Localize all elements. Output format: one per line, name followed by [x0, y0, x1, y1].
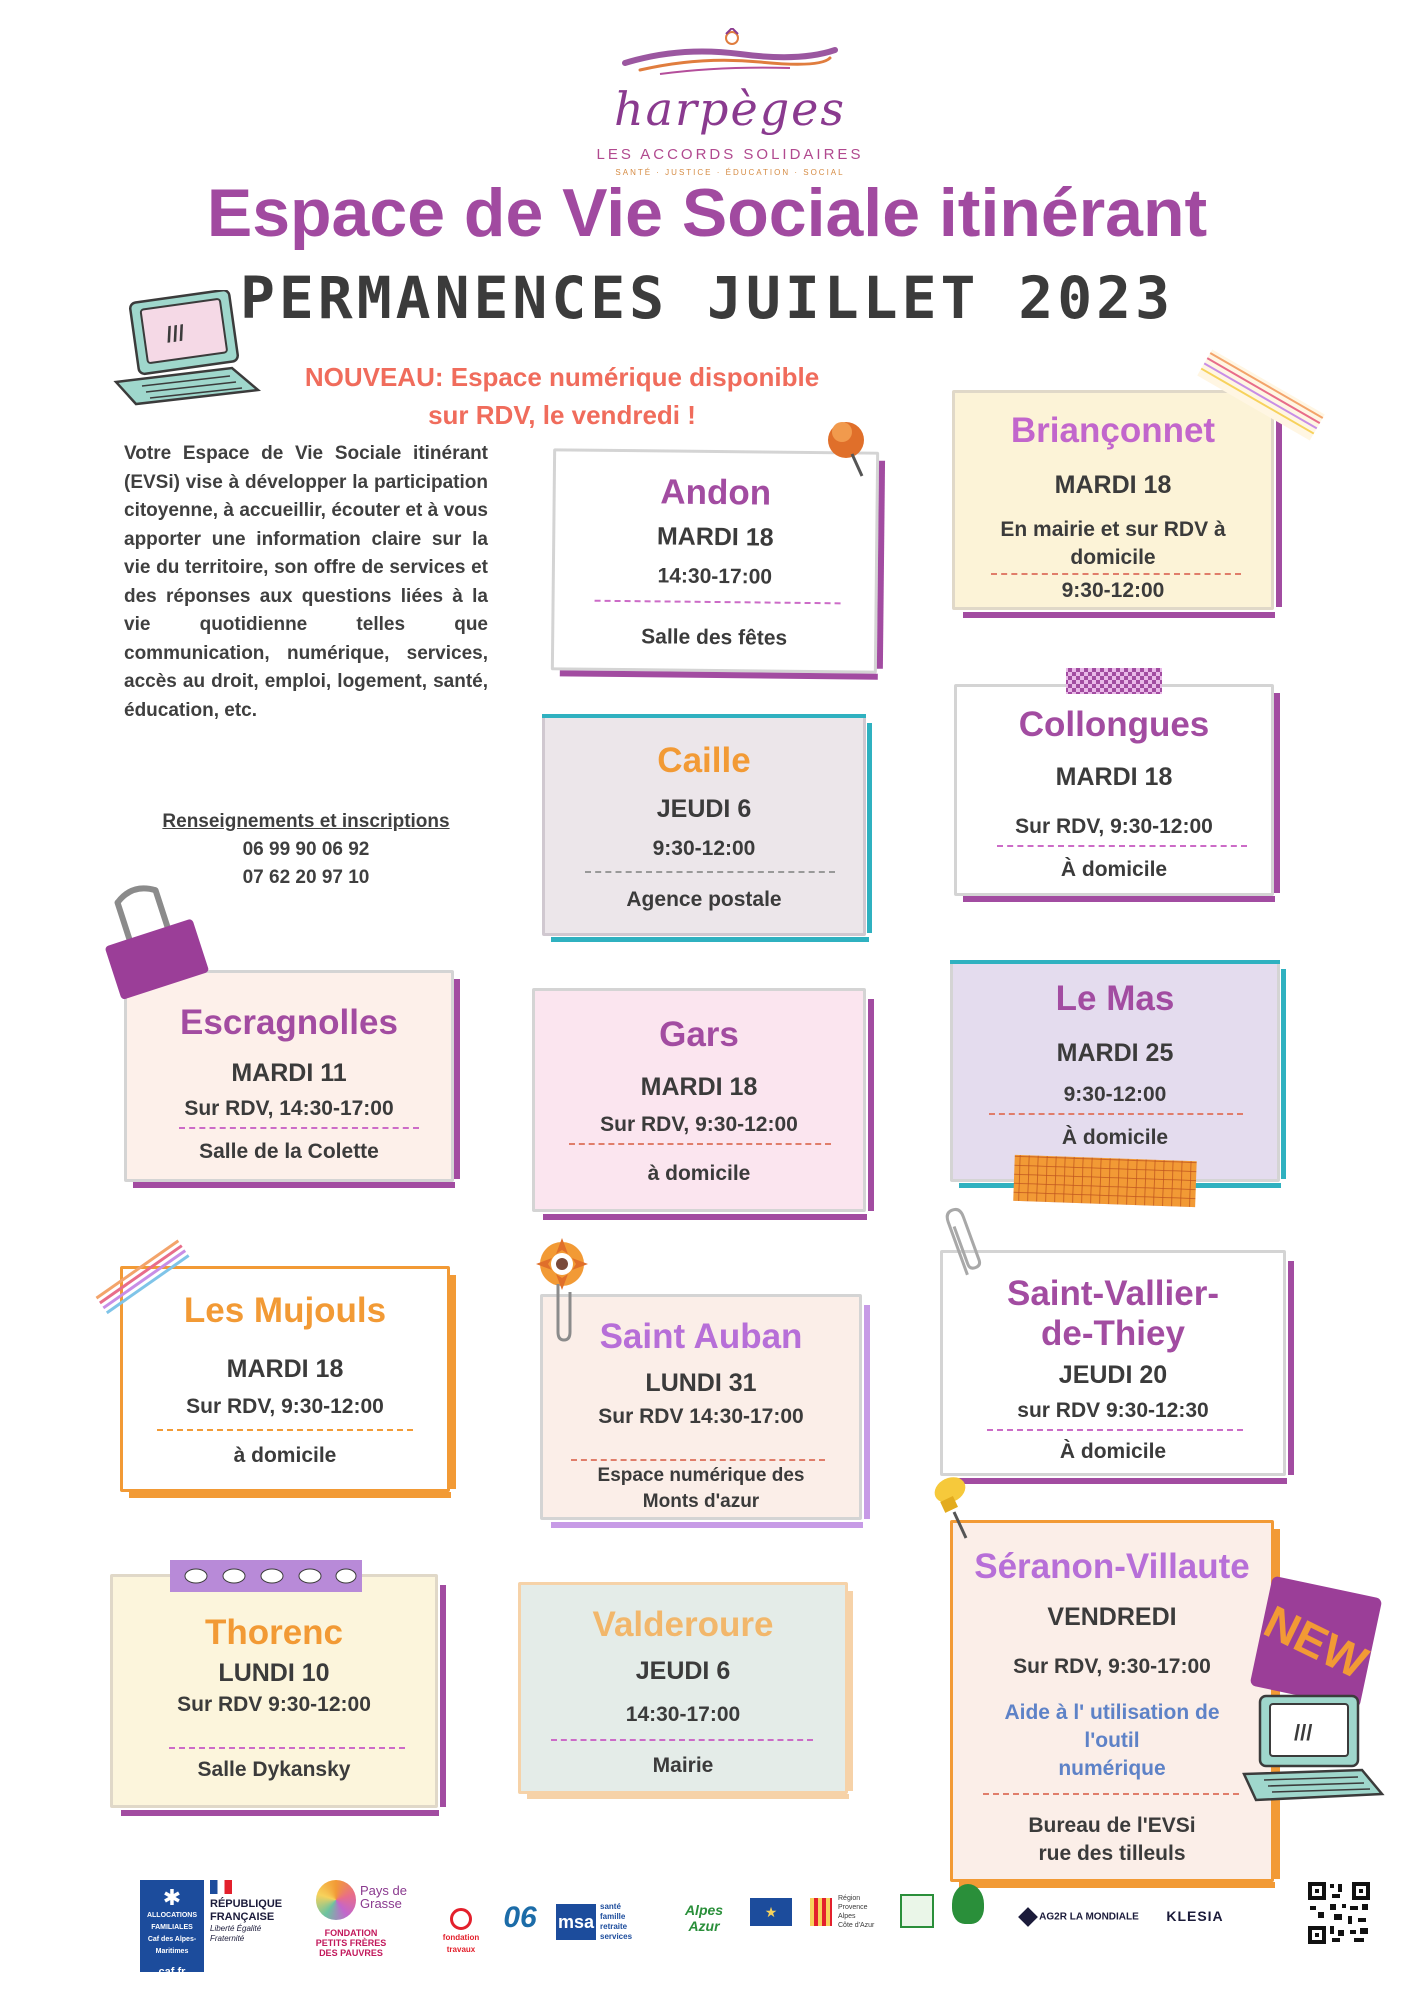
msa-line-1: santé — [600, 1902, 621, 1911]
logo-brush-icon — [620, 28, 840, 88]
nouveau-line-2: sur RDV, le vendredi ! — [428, 400, 696, 430]
fondation-ring-icon — [450, 1908, 472, 1930]
page-subtitle: PERMANENCES JUILLET 2023 — [239, 264, 1175, 332]
partners-footer — [130, 1880, 1370, 1980]
card-gars — [532, 988, 866, 1212]
partner-region — [810, 1894, 890, 1944]
card-saintvallier — [940, 1250, 1286, 1476]
paperclip-icon — [944, 1204, 984, 1280]
card-saintauban-place-1: Espace numérique des — [597, 1465, 805, 1486]
msa-labels — [600, 1902, 644, 1942]
checkered-tape-icon — [1064, 664, 1164, 698]
card-andon-place: Salle des fêtes — [641, 625, 788, 650]
region-line-1: Région — [838, 1895, 861, 1902]
republique-line-2: FRANÇAISE — [210, 1911, 275, 1923]
card-brianconnet-time: 9:30-12:00 — [1061, 579, 1165, 602]
parc-naturel-logo-icon — [952, 1884, 984, 1924]
ag2r-diamond-icon — [1018, 1907, 1038, 1927]
card-seranon-info-2: l'outil — [1084, 1729, 1140, 1752]
card-gars-day: MARDI 18 — [640, 1073, 758, 1101]
republique-devise: Liberté Égalité Fraternité — [210, 1924, 262, 1943]
card-valderoure — [518, 1582, 848, 1794]
region-flag-icon — [810, 1898, 832, 1926]
partner-departement: 06 — [503, 1901, 537, 1934]
intro-text: Votre Espace de Vie Sociale itinérant (EVSi) vise à développer la participation citoyenne, à accueillir, écouter et à vous apporter une information claire sur la vie du territoire, son offre de services et des réponses aux questions liées à la vie quotidienne telles que communication, numérique, services, accès au droit, emploi, logement, santé, éducation, etc. — [124, 443, 488, 721]
card-saintvallier-divider — [987, 1429, 1243, 1431]
page-title: Espace de Vie Sociale itinérant — [206, 175, 1208, 251]
partner-fondation-travaux — [436, 1908, 486, 1956]
card-lemas-name: Le Mas — [1055, 979, 1175, 1018]
binder-clip-icon — [92, 884, 212, 1004]
card-caille — [542, 714, 866, 936]
region-line-4: Côte d'Azur — [838, 1922, 875, 1929]
card-lesmujouls-place: à domicile — [233, 1444, 337, 1467]
card-seranon-place-2: rue des tilleuls — [1038, 1842, 1186, 1865]
partner-republique — [210, 1880, 320, 1944]
card-andon — [551, 448, 879, 673]
card-saintauban-place-2: Monts d'azur — [642, 1491, 760, 1512]
card-thorenc-place: Salle Dykansky — [197, 1758, 351, 1781]
card-caille-divider — [585, 871, 835, 873]
region-line-2: Provence — [838, 1904, 868, 1911]
card-valderoure-place: Mairie — [652, 1754, 714, 1777]
card-thorenc-name: Thorenc — [204, 1613, 344, 1652]
ag2r-label: AG2R LA MONDIALE — [1039, 1911, 1139, 1923]
pushpin-icon — [818, 410, 878, 480]
card-saintauban-divider — [571, 1459, 825, 1461]
card-saintvallier-place: À domicile — [1059, 1440, 1167, 1463]
card-thorenc-day: LUNDI 10 — [218, 1659, 330, 1687]
card-brianconnet-day: MARDI 18 — [1054, 471, 1172, 499]
card-lemas-place: À domicile — [1061, 1126, 1169, 1149]
petits-freres-line-2: PETITS FRÈRES — [315, 1938, 387, 1948]
logo-wordmark: harpèges — [614, 82, 846, 136]
grid-tape-icon — [1010, 1150, 1200, 1210]
contact-block — [124, 808, 488, 892]
card-escragnolles-day: MARDI 11 — [231, 1059, 347, 1087]
msa-line-4: services — [600, 1932, 633, 1941]
region-line-3: Alpes — [838, 1913, 856, 1920]
qr-code-icon[interactable] — [1306, 1880, 1372, 1946]
card-thorenc-divider — [169, 1747, 405, 1749]
card-valderoure-time: 14:30-17:00 — [625, 1703, 741, 1726]
card-escragnolles-place: Salle de la Colette — [199, 1140, 379, 1163]
card-collongues — [954, 684, 1274, 896]
region-labels — [838, 1894, 890, 1930]
card-lesmujouls-name: Les Mujouls — [183, 1291, 387, 1330]
nouveau-announcement — [262, 358, 862, 434]
pays-de-grasse-flower-icon — [316, 1880, 356, 1920]
card-collongues-name: Collongues — [1018, 705, 1210, 744]
card-seranon-time: Sur RDV, 9:30-17:00 — [1013, 1655, 1211, 1678]
contact-phone-1: 06 99 90 06 92 — [242, 839, 370, 860]
card-caille-day: JEUDI 6 — [656, 795, 752, 823]
card-saintauban-day: LUNDI 31 — [645, 1369, 757, 1397]
card-lemas — [950, 960, 1280, 1182]
pays-de-grasse-label: Pays de Grasse — [360, 1883, 407, 1911]
petits-freres-line-3: DES PAUVRES — [319, 1948, 383, 1958]
card-lemas-divider — [989, 1113, 1243, 1115]
card-valderoure-day: JEUDI 6 — [635, 1657, 731, 1685]
card-thorenc — [110, 1574, 438, 1808]
eu-flag-icon: ★ — [750, 1898, 792, 1926]
caf-label: ALLOCATIONS FAMILIALES — [146, 1912, 198, 1931]
card-andon-day: MARDI 18 — [656, 522, 774, 552]
fondation-travaux-label: fondation travaux — [442, 1933, 480, 1954]
card-gars-time: Sur RDV, 9:30-12:00 — [600, 1113, 798, 1136]
card-andon-name: Andon — [660, 472, 772, 513]
card-escragnolles-time: Sur RDV, 14:30-17:00 — [184, 1097, 394, 1120]
card-seranon — [950, 1520, 1274, 1882]
msa-logo-icon: msa — [556, 1904, 596, 1940]
card-lesmujouls-divider — [157, 1429, 413, 1431]
card-saintvallier-name-1: Saint-Vallier- — [1006, 1274, 1220, 1313]
laptop-screen-text: /// — [164, 320, 187, 348]
msa-line-2: famille — [600, 1912, 626, 1921]
caf-url: caf.fr — [158, 1966, 186, 1978]
partner-alpes-azur: Alpes Azur — [684, 1902, 724, 1934]
msa-line-3: retraite — [600, 1922, 628, 1931]
card-andon-time: 14:30-17:00 — [657, 564, 773, 589]
petits-freres-label — [314, 1928, 388, 1958]
card-brianconnet-name: Briançonnet — [1010, 411, 1216, 450]
card-saintvallier-day: JEUDI 20 — [1058, 1361, 1168, 1389]
card-brianconnet-place-2: domicile — [1070, 546, 1156, 569]
card-escragnolles-divider — [179, 1127, 419, 1129]
flower-paperclip-icon — [532, 1236, 592, 1346]
new-sticker-text: NEW — [1256, 1595, 1376, 1689]
logo-domains: SANTÉ · JUSTICE · ÉDUCATION · SOCIAL — [615, 168, 845, 177]
card-lesmujouls-day: MARDI 18 — [226, 1355, 344, 1383]
card-caille-place: Agence postale — [626, 888, 782, 911]
card-collongues-place: À domicile — [1060, 858, 1168, 881]
card-saintauban-name: Saint Auban — [599, 1317, 803, 1356]
card-gars-divider — [569, 1143, 831, 1145]
card-thorenc-time: Sur RDV 9:30-12:00 — [177, 1693, 371, 1716]
card-gars-place: à domicile — [647, 1162, 751, 1185]
card-escragnolles-name: Escragnolles — [180, 1003, 398, 1042]
partner-caf — [140, 1880, 204, 1978]
card-collongues-time: Sur RDV, 9:30-12:00 — [1015, 815, 1213, 838]
card-saintvallier-time: sur RDV 9:30-12:30 — [1017, 1399, 1209, 1422]
logo-tagline: LES ACCORDS SOLIDAIRES — [596, 146, 864, 163]
republique-line-1: RÉPUBLIQUE — [210, 1898, 283, 1910]
card-lemas-day: MARDI 25 — [1056, 1039, 1174, 1067]
caf-sublabel: Caf des Alpes-Maritimes — [147, 1936, 197, 1955]
striped-tape-icon — [92, 1236, 192, 1316]
card-collongues-divider — [997, 845, 1247, 847]
contact-phone-2: 07 62 20 97 10 — [242, 867, 370, 888]
card-seranon-name: Séranon-Villaute — [974, 1547, 1250, 1586]
caf-star-icon: ✱ — [162, 1885, 182, 1910]
card-valderoure-divider — [551, 1739, 813, 1741]
petits-freres-line-1: FONDATION — [324, 1928, 378, 1938]
card-valderoure-name: Valderoure — [592, 1605, 774, 1644]
card-lemas-time: 9:30-12:00 — [1063, 1083, 1167, 1106]
card-lesmujouls-time: Sur RDV, 9:30-12:00 — [186, 1395, 384, 1418]
card-collongues-day: MARDI 18 — [1055, 763, 1173, 791]
card-saintvallier-name-2: de-Thiey — [1041, 1314, 1185, 1353]
card-seranon-divider — [983, 1793, 1239, 1795]
card-brianconnet-place-1: En mairie et sur RDV à — [1000, 518, 1226, 541]
card-saintauban-time: Sur RDV 14:30-17:00 — [598, 1405, 804, 1428]
partner-msa — [556, 1902, 646, 1946]
card-seranon-place-1: Bureau de l'EVSi — [1028, 1814, 1196, 1837]
striped-tape-icon — [1196, 340, 1326, 450]
pushpin-icon — [930, 1472, 980, 1544]
laptop-icon — [1236, 1690, 1386, 1812]
card-andon-divider — [595, 600, 841, 605]
partner-klesia: KLESIA — [1166, 1908, 1224, 1924]
partner-ag2r — [1020, 1910, 1140, 1924]
card-seranon-info-3: numérique — [1058, 1757, 1166, 1780]
card-gars-name: Gars — [659, 1015, 739, 1054]
contact-heading: Renseignements et inscriptions — [162, 811, 450, 832]
harpeges-logo — [590, 28, 870, 177]
card-brianconnet-divider — [991, 573, 1241, 575]
sheep-tape-icon — [168, 1556, 364, 1596]
card-caille-time: 9:30-12:00 — [652, 837, 756, 860]
card-caille-name: Caille — [657, 741, 751, 780]
card-seranon-day: VENDREDI — [1047, 1603, 1177, 1631]
card-seranon-info-1: Aide à l' utilisation de — [1004, 1701, 1220, 1724]
nouveau-line-1: NOUVEAU: Espace numérique disponible — [304, 362, 820, 392]
laptop-screen-text: /// — [1294, 1720, 1313, 1745]
laptop-icon — [112, 290, 262, 412]
flag-icon — [210, 1880, 232, 1894]
leader-logo-icon — [900, 1894, 934, 1928]
